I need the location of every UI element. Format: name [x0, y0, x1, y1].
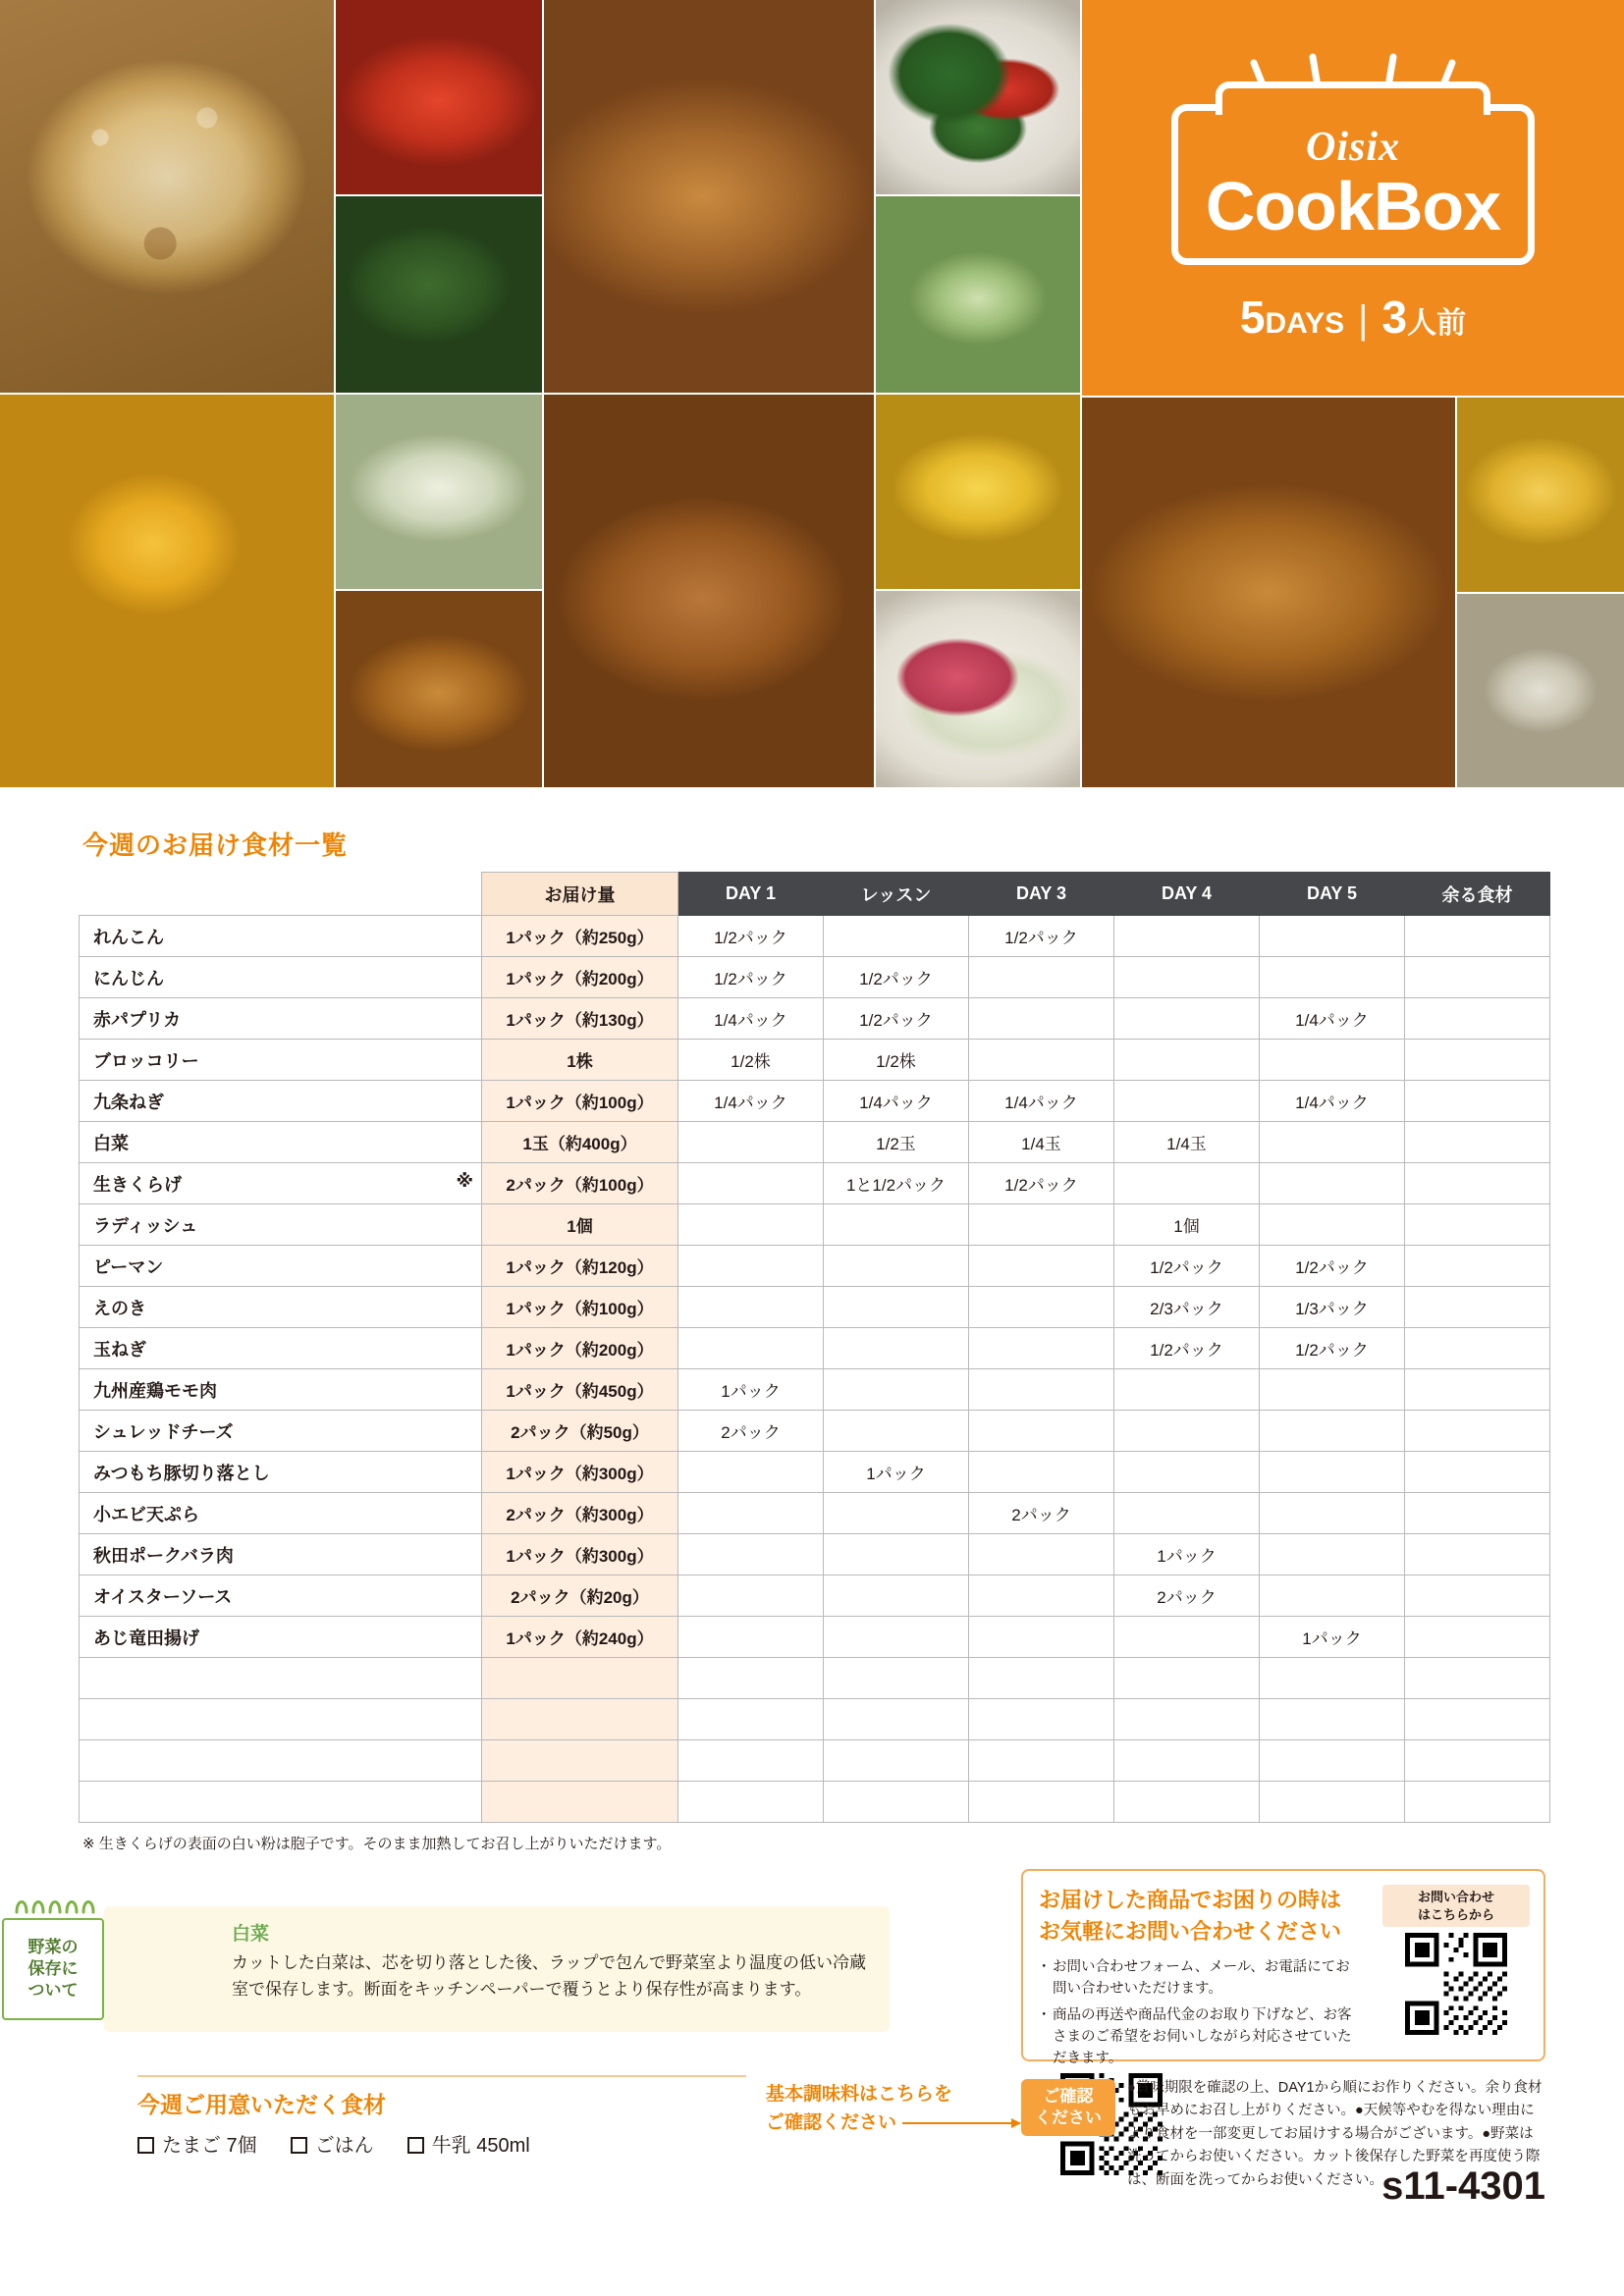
photo-broccoli-paprika-side	[876, 0, 1080, 194]
cell-ingredient-name: えのき	[80, 1287, 482, 1328]
logo-product-text: CookBox	[1205, 167, 1501, 244]
cell-day1	[678, 1493, 824, 1534]
arrow-icon	[902, 2122, 1020, 2124]
cell-day1	[678, 1204, 824, 1246]
cell-ingredient-name: オイスターソース	[80, 1575, 482, 1617]
cell-day4: 2/3パック	[1114, 1287, 1260, 1328]
photo-pork-shogayaki	[544, 395, 874, 787]
cell-day4: 1/4玉	[1114, 1122, 1260, 1163]
cell-leftover	[1405, 1287, 1550, 1328]
cell-leftover	[1405, 1452, 1550, 1493]
cell-leftover	[1405, 916, 1550, 957]
cell-day4	[1114, 1081, 1260, 1122]
cell-amount: 2パック（約100g）	[482, 1163, 678, 1204]
cell-amount: 2パック（約50g）	[482, 1411, 678, 1452]
cell-leftover	[1405, 1369, 1550, 1411]
cell-leftover	[1405, 1246, 1550, 1287]
table-footnote: ※ 生きくらげの表面の白い粉は胞子です。そのまま加熱してお召し上がりいただけます。	[82, 1836, 672, 1852]
logo-days-number: 5	[1239, 291, 1266, 343]
cell-day5: 1/4パック	[1260, 998, 1405, 1040]
cell-day4	[1114, 1493, 1260, 1534]
table-row	[80, 1534, 1550, 1575]
cell-ingredient-name: あじ竜田揚げ	[80, 1617, 482, 1658]
table-row	[80, 1081, 1550, 1122]
hero-photo-grid	[0, 0, 1624, 800]
cell-lesson	[824, 1575, 969, 1617]
ingredients-table	[79, 872, 1550, 1823]
cell-day5: 1/3パック	[1260, 1287, 1405, 1328]
header-lesson: レッスン	[824, 873, 969, 916]
header-day3: DAY 3	[969, 873, 1114, 916]
cell-lesson	[824, 1534, 969, 1575]
cell-amount: 1パック（約300g）	[482, 1534, 678, 1575]
cell-day4: 1/2パック	[1114, 1328, 1260, 1369]
cell-day1	[678, 1287, 824, 1328]
cell-ingredient-name: 小エビ天ぷら	[80, 1493, 482, 1534]
cell-amount: 1パック（約120g）	[482, 1246, 678, 1287]
cell-day5	[1260, 1575, 1405, 1617]
photo-ebi-don	[0, 395, 334, 787]
cell-amount: 1個	[482, 1204, 678, 1246]
cell-lesson: 1/2パック	[824, 957, 969, 998]
cell-leftover	[1405, 998, 1550, 1040]
photo-pork-stirfry	[544, 0, 874, 393]
cell-ingredient-name: 生きくらげ ※	[80, 1163, 482, 1204]
cell-leftover	[1405, 1575, 1550, 1617]
cell-day5	[1260, 1658, 1405, 1699]
cell-day5	[1260, 1204, 1405, 1246]
cell-day1: 1/4パック	[678, 1081, 824, 1122]
cell-day3	[969, 1740, 1114, 1782]
cell-day3: 1/2パック	[969, 1163, 1114, 1204]
cell-lesson	[824, 1740, 969, 1782]
cell-amount: 1パック（約240g）	[482, 1617, 678, 1658]
photo-renkon-side	[336, 591, 542, 787]
cell-amount	[482, 1740, 678, 1782]
table-row	[80, 1699, 1550, 1740]
cell-leftover	[1405, 1658, 1550, 1699]
support-qr-wrap	[1382, 1885, 1530, 2035]
prepare-section	[137, 2075, 746, 2158]
cell-day1	[678, 1699, 824, 1740]
cell-amount: 1パック（約100g）	[482, 1081, 678, 1122]
cell-day3: 1/4パック	[969, 1081, 1114, 1122]
logo-divider: |	[1358, 297, 1369, 342]
cell-day3: 2パック	[969, 1493, 1114, 1534]
cell-day4	[1114, 1617, 1260, 1658]
cell-ingredient-name: シュレッドチーズ	[80, 1411, 482, 1452]
cell-amount: 1パック（約130g）	[482, 998, 678, 1040]
cell-leftover	[1405, 1040, 1550, 1081]
cell-leftover	[1405, 1163, 1550, 1204]
cell-ingredient-name	[80, 1740, 482, 1782]
table-row	[80, 1411, 1550, 1452]
table-row	[80, 1740, 1550, 1782]
cell-lesson	[824, 1782, 969, 1823]
cell-day5	[1260, 1699, 1405, 1740]
cell-day5	[1260, 1411, 1405, 1452]
prepare-item: ごはん	[291, 2129, 374, 2158]
cell-ingredient-name: ピーマン	[80, 1246, 482, 1287]
cell-day3	[969, 1040, 1114, 1081]
cell-day4: 1パック	[1114, 1534, 1260, 1575]
cell-amount: 1パック（約300g）	[482, 1452, 678, 1493]
storage-note-title: 白菜	[232, 1924, 270, 1945]
cell-day4: 1/2パック	[1114, 1246, 1260, 1287]
cell-day4	[1114, 998, 1260, 1040]
cell-day1	[678, 1246, 824, 1287]
logo-servings-line	[1171, 291, 1535, 344]
notebook-spring-icon	[12, 1895, 96, 1916]
cell-day4	[1114, 916, 1260, 957]
photo-broccoli-side	[336, 196, 542, 393]
table-row	[80, 1122, 1550, 1163]
cell-lesson	[824, 1369, 969, 1411]
table-row	[80, 1287, 1550, 1328]
cell-day3	[969, 1411, 1114, 1452]
confirm-badge: ご確認 ください	[1021, 2079, 1115, 2136]
table-header-row	[80, 873, 1550, 916]
cell-day1	[678, 1617, 824, 1658]
storage-note-body: カットした白菜は、芯を切り落とした後、ラップで包んで野菜室より温度の低い冷蔵室で保存します。断面をキッチンペーパーで覆うとより保存性が高まります。	[232, 1953, 866, 1999]
cell-day1	[678, 1575, 824, 1617]
cell-day5	[1260, 1493, 1405, 1534]
cell-lesson	[824, 916, 969, 957]
cell-day5	[1260, 1040, 1405, 1081]
cell-day1	[678, 1658, 824, 1699]
cell-lesson: 1/2パック	[824, 998, 969, 1040]
cell-day1: 2パック	[678, 1411, 824, 1452]
cell-ingredient-name: 九州産鶏モモ肉	[80, 1369, 482, 1411]
support-bullets	[1039, 1957, 1363, 2070]
cell-lesson	[824, 1617, 969, 1658]
table-row	[80, 1452, 1550, 1493]
photo-gratin-hotpot	[0, 0, 334, 393]
table-row	[80, 1246, 1550, 1287]
cell-lesson	[824, 1411, 969, 1452]
table-title: 今週のお届け食材一覧	[82, 830, 349, 860]
cell-day5: 1/2パック	[1260, 1246, 1405, 1287]
checkbox-icon[interactable]	[407, 2137, 424, 2154]
cell-amount: 1玉（約400g）	[482, 1122, 678, 1163]
cell-day4	[1114, 1658, 1260, 1699]
cell-day3	[969, 1452, 1114, 1493]
cell-day4	[1114, 957, 1260, 998]
cell-day3	[969, 1617, 1114, 1658]
cell-day5	[1260, 1782, 1405, 1823]
cell-day5	[1260, 1452, 1405, 1493]
cell-day3	[969, 957, 1114, 998]
cell-amount: 1パック（約450g）	[482, 1369, 678, 1411]
cell-lesson: 1パック	[824, 1452, 969, 1493]
cell-lesson: 1/2株	[824, 1040, 969, 1081]
prepare-item: 牛乳 450ml	[407, 2129, 530, 2158]
cell-amount: 1パック（約100g）	[482, 1287, 678, 1328]
cell-day3	[969, 1658, 1114, 1699]
cell-day4: 2パック	[1114, 1575, 1260, 1617]
logo-box-shape	[1171, 104, 1535, 265]
bottom-section	[27, 1869, 1545, 2208]
basic-seasoning-line2: ご確認ください	[766, 2109, 1060, 2138]
cell-ingredient-name: 白菜	[80, 1122, 482, 1163]
cell-ingredient-name: 玉ねぎ	[80, 1328, 482, 1369]
cell-day3	[969, 1534, 1114, 1575]
header-day5: DAY 5	[1260, 873, 1405, 916]
cell-ingredient-name: 秋田ポークバラ肉	[80, 1534, 482, 1575]
cell-ingredient-name: 赤パプリカ	[80, 998, 482, 1040]
cell-leftover	[1405, 1122, 1550, 1163]
cell-ingredient-name: ブロッコリー	[80, 1040, 482, 1081]
cell-lesson: 1/4パック	[824, 1081, 969, 1122]
cell-day3	[969, 1287, 1114, 1328]
table-row	[80, 1617, 1550, 1658]
cell-day3	[969, 1204, 1114, 1246]
cell-day1	[678, 1328, 824, 1369]
cell-day3	[969, 1575, 1114, 1617]
cell-ingredient-name: ラディッシュ	[80, 1204, 482, 1246]
logo-days-label: DAYS	[1265, 306, 1345, 340]
cell-leftover	[1405, 1493, 1550, 1534]
header-leftover: 余る食材	[1405, 873, 1550, 916]
table-row	[80, 1163, 1550, 1204]
table-row	[80, 1369, 1550, 1411]
cell-lesson	[824, 1699, 969, 1740]
cell-lesson	[824, 1493, 969, 1534]
cell-amount: 2パック（約20g）	[482, 1575, 678, 1617]
prepare-items	[137, 2129, 746, 2158]
storage-note-box	[27, 1906, 890, 2032]
cell-ingredient-name	[80, 1782, 482, 1823]
cell-day3: 1/4玉	[969, 1122, 1114, 1163]
cell-leftover	[1405, 1411, 1550, 1452]
logo-lid-shape	[1216, 81, 1490, 115]
cell-day4	[1114, 1782, 1260, 1823]
cell-day4	[1114, 1699, 1260, 1740]
cell-day4: 1個	[1114, 1204, 1260, 1246]
cell-day5: 1パック	[1260, 1617, 1405, 1658]
cell-leftover	[1405, 1782, 1550, 1823]
support-bullet: ・ お問い合わせフォーム、メール、お電話にてお問い合わせいただけます。	[1039, 1957, 1363, 2001]
storage-tab-label: 野菜の 保存に ついて	[2, 1918, 104, 2020]
cell-day1	[678, 1534, 824, 1575]
cell-amount: 2パック（約300g）	[482, 1493, 678, 1534]
cell-day5	[1260, 916, 1405, 957]
cell-leftover	[1405, 1699, 1550, 1740]
photo-aji-ankake	[1082, 398, 1455, 787]
cell-day4	[1114, 1369, 1260, 1411]
cell-day4	[1114, 1452, 1260, 1493]
prepare-item: たまご 7個	[137, 2129, 257, 2158]
cell-day4	[1114, 1163, 1260, 1204]
cell-day1	[678, 1122, 824, 1163]
logo-servings-number: 3	[1381, 291, 1408, 343]
photo-radish-salad	[876, 591, 1080, 787]
cell-day3	[969, 998, 1114, 1040]
photo-hakusai-side	[336, 395, 542, 589]
photo-omelet-side	[1457, 398, 1624, 592]
cookbox-logo-panel	[1082, 0, 1624, 396]
cell-day3	[969, 1699, 1114, 1740]
photo-miso-soup	[1457, 594, 1624, 787]
cell-lesson	[824, 1328, 969, 1369]
table-row	[80, 1575, 1550, 1617]
ingredients-table-body	[80, 916, 1550, 1823]
cell-lesson: 1と1/2パック	[824, 1163, 969, 1204]
logo-servings-label: 人前	[1407, 306, 1467, 340]
cell-day1	[678, 1782, 824, 1823]
basic-seasoning-line1: 基本調味料はこちらを	[766, 2084, 953, 2105]
support-title: お届けした商品でお困りの時は お気軽にお問い合わせください	[1039, 1888, 1342, 1944]
cell-day1: 1パック	[678, 1369, 824, 1411]
table-row	[80, 1328, 1550, 1369]
cell-day4	[1114, 1411, 1260, 1452]
cell-leftover	[1405, 1534, 1550, 1575]
cell-amount: 1パック（約250g）	[482, 916, 678, 957]
cell-amount: 1パック（約200g）	[482, 957, 678, 998]
cell-leftover	[1405, 1204, 1550, 1246]
support-qr-caption: お問い合わせ はこちらから	[1382, 1885, 1530, 1927]
product-code: s11-4301	[1381, 2164, 1545, 2208]
cell-day5	[1260, 957, 1405, 998]
support-bullet: ・ 商品の再送や商品代金のお取り下げなど、お客さまのご希望をお伺いしながら対応させていただきます。	[1039, 2005, 1363, 2069]
cell-amount	[482, 1699, 678, 1740]
photo-kimchi-side	[336, 0, 542, 194]
cell-lesson	[824, 1246, 969, 1287]
ingredient-sheet	[0, 826, 1624, 2208]
cell-day1: 1/4パック	[678, 998, 824, 1040]
cell-day5	[1260, 1534, 1405, 1575]
cell-day1: 1/2パック	[678, 957, 824, 998]
cell-ingredient-name	[80, 1699, 482, 1740]
cell-day3	[969, 1782, 1114, 1823]
cell-day1	[678, 1740, 824, 1782]
table-row	[80, 998, 1550, 1040]
cell-ingredient-name: 九条ねぎ	[80, 1081, 482, 1122]
photo-enoki-egg	[876, 395, 1080, 589]
checkbox-icon[interactable]	[291, 2137, 307, 2154]
table-row	[80, 1658, 1550, 1699]
cell-amount: 1パック（約200g）	[482, 1328, 678, 1369]
cell-day3	[969, 1369, 1114, 1411]
cell-ingredient-name: みつもち豚切り落とし	[80, 1452, 482, 1493]
table-row	[80, 916, 1550, 957]
cell-ingredient-name: れんこん	[80, 916, 482, 957]
cell-amount: 1株	[482, 1040, 678, 1081]
cell-ingredient-name	[80, 1658, 482, 1699]
cell-day5: 1/2パック	[1260, 1328, 1405, 1369]
cell-leftover	[1405, 1617, 1550, 1658]
header-day4: DAY 4	[1114, 873, 1260, 916]
cell-day3	[969, 1246, 1114, 1287]
table-row	[80, 1493, 1550, 1534]
cell-ingredient-name: にんじん	[80, 957, 482, 998]
cell-day3	[969, 1328, 1114, 1369]
cell-leftover	[1405, 957, 1550, 998]
basic-seasoning-note	[766, 2081, 1060, 2137]
cell-amount	[482, 1782, 678, 1823]
checkbox-icon[interactable]	[137, 2137, 154, 2154]
table-row	[80, 1040, 1550, 1081]
cell-lesson	[824, 1287, 969, 1328]
table-row	[80, 1782, 1550, 1823]
cell-day4	[1114, 1040, 1260, 1081]
cell-lesson	[824, 1658, 969, 1699]
cell-day1: 1/2パック	[678, 916, 824, 957]
cell-lesson	[824, 1204, 969, 1246]
cell-day1: 1/2株	[678, 1040, 824, 1081]
cell-amount	[482, 1658, 678, 1699]
cell-day3: 1/2パック	[969, 916, 1114, 957]
qr-code-support[interactable]	[1405, 1933, 1507, 2035]
confirm-body: ●賞味期限を確認の上、DAY1から順にお作りください。余り食材もお早めにお召し上がりください。●天候等やむを得ない理由により食材を一部変更してお届けする場合がございます。●野菜は洗ってからお使いください。カット後保存した野菜を再度使う際は、断面を洗ってからお使いください。	[1127, 2080, 1543, 2188]
table-row	[80, 1204, 1550, 1246]
cell-day4	[1114, 1740, 1260, 1782]
cell-day5	[1260, 1369, 1405, 1411]
header-day1: DAY 1	[678, 873, 824, 916]
photo-green-onion-soup	[876, 196, 1080, 393]
support-box	[1021, 1869, 1545, 2066]
cell-day1	[678, 1163, 824, 1204]
cell-lesson: 1/2玉	[824, 1122, 969, 1163]
cell-day5: 1/4パック	[1260, 1081, 1405, 1122]
cell-leftover	[1405, 1328, 1550, 1369]
header-name	[80, 873, 482, 916]
cell-day5	[1260, 1163, 1405, 1204]
logo-brand-text: Oisix	[1305, 124, 1400, 170]
prepare-title: 今週ご用意いただく食材	[137, 2092, 386, 2117]
cell-day5	[1260, 1740, 1405, 1782]
cell-leftover	[1405, 1081, 1550, 1122]
cell-leftover	[1405, 1740, 1550, 1782]
header-amount: お届け量	[482, 873, 678, 916]
table-row	[80, 957, 1550, 998]
cell-day1	[678, 1452, 824, 1493]
cell-day5	[1260, 1122, 1405, 1163]
